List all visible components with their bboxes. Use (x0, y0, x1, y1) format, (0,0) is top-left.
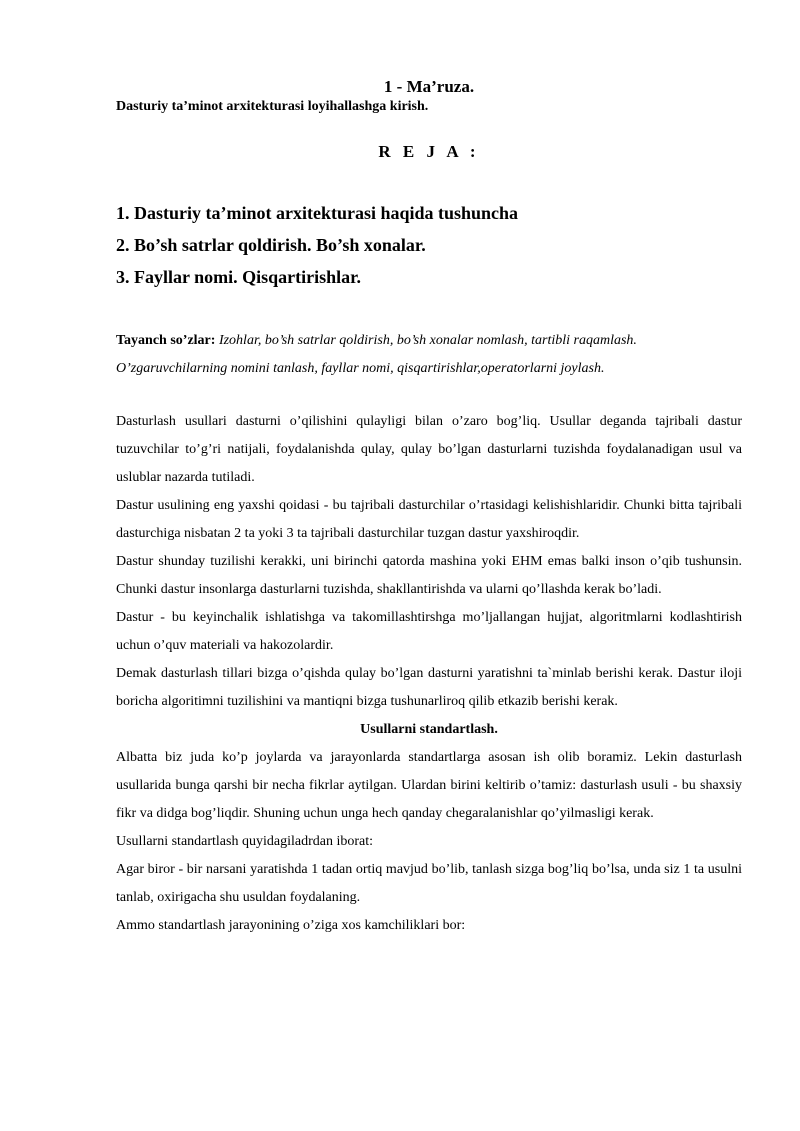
plan-list (116, 197, 742, 293)
plan-item: 3. Fayllar nomi. Qisqartirishlar. (116, 267, 362, 287)
paragraph: Dastur - bu keyinchalik ishlatishga va takomillashtirshga mo’ljallangan hujjat, algoritmlarni kodlashtirish uchun o’quv materiali va hakozolardir. (116, 610, 742, 653)
paragraph: Agar biror - bir narsani yaratishda 1 tadan ortiq mavjud bo’lib, tanlash sizga bog’liq bo’lsa, unda siz 1 ta usulni tanlab, oxirigacha shu usuldan foydalaning. (116, 862, 742, 905)
document-page (116, 76, 742, 940)
paragraph: Usullarni standartlash quyidagiladrdan iborat: (116, 834, 373, 849)
paragraph: Dastur shunday tuzilishi kerakki, uni birinchi qatorda mashina yoki EHM emas balki inson o’qib tushunsin. Chunki dastur insonlarga dasturlarni tuzishda, shakllantirishda va ularni qo’llashda kerak bo’ladi. (116, 554, 742, 597)
plan-item: 2. Bo’sh satrlar qoldirish. Bo’sh xonalar. (116, 235, 426, 255)
paragraph: Demak dasturlash tillari bizga o’qishda qulay bo’lgan dasturni yaratishni ta`minlab berishi kerak. Dastur iloji boricha algoritimni tuzilishini va mantiqni bizga tushunarliroq qilib etkazib berishi kerak. (116, 666, 742, 709)
keywords-label: Tayanch so’zlar: (116, 333, 216, 348)
paragraph: Albatta biz juda ko’p joylarda va jarayonlarda standartlarga asosan ish olib boramiz. Lekin dasturlash usullarida bunga qarshi bir necha fikrlar aytilgan. Ulardan birini keltirib o’tamiz: dasturlash usuli - bu shaxsiy fikr va didga bog’liqdir. Shuning uchun unga hech qanday chegaralanishlar qo’yilmasligi kerak. (116, 750, 742, 821)
body-text (116, 408, 742, 940)
keywords-text: Izohlar, bo’sh satrlar qoldirish, bo’sh xonalar nomlash, tartibli raqamlash. O’zgaruvchilarning nomini tanlash, fayllar nomi, qisqartirishlar,operatorlarni joylash. (116, 333, 637, 376)
lecture-title: 1 - Ma’ruza. (383, 77, 475, 96)
paragraph: Dastur usulining eng yaxshi qoidasi - bu tajribali dasturchilar o’rtasidagi kelishishlaridir. Chunki bitta tajribali dasturchiga nisbatan 2 ta yoki 3 ta tajribali dasturchilar tuzgan dastur yaxshiroqdir. (116, 498, 742, 541)
section-heading: Usullarni standartlash. (360, 722, 498, 737)
keywords (116, 327, 742, 383)
plan-heading: R E J A : (378, 142, 480, 161)
lecture-subtitle: Dasturiy ta’minot arxitekturasi loyihallashga kirish. (116, 99, 429, 114)
plan-item: 1. Dasturiy ta’minot arxitekturasi haqida tushuncha (116, 203, 519, 223)
paragraph: Ammo standartlash jarayonining o’ziga xos kamchiliklari bor: (116, 918, 466, 933)
paragraph: Dasturlash usullari dasturni o’qilishini qulayligi bilan o’zaro bog’liq. Usullar deganda tajribali dastur tuzuvchilar to’g’ri natijali, foydalanishda qulay, qulay bo’lgan dasturlarni tuzishda foydalanadigan usul va uslublar nazarda tutiladi. (116, 414, 742, 485)
